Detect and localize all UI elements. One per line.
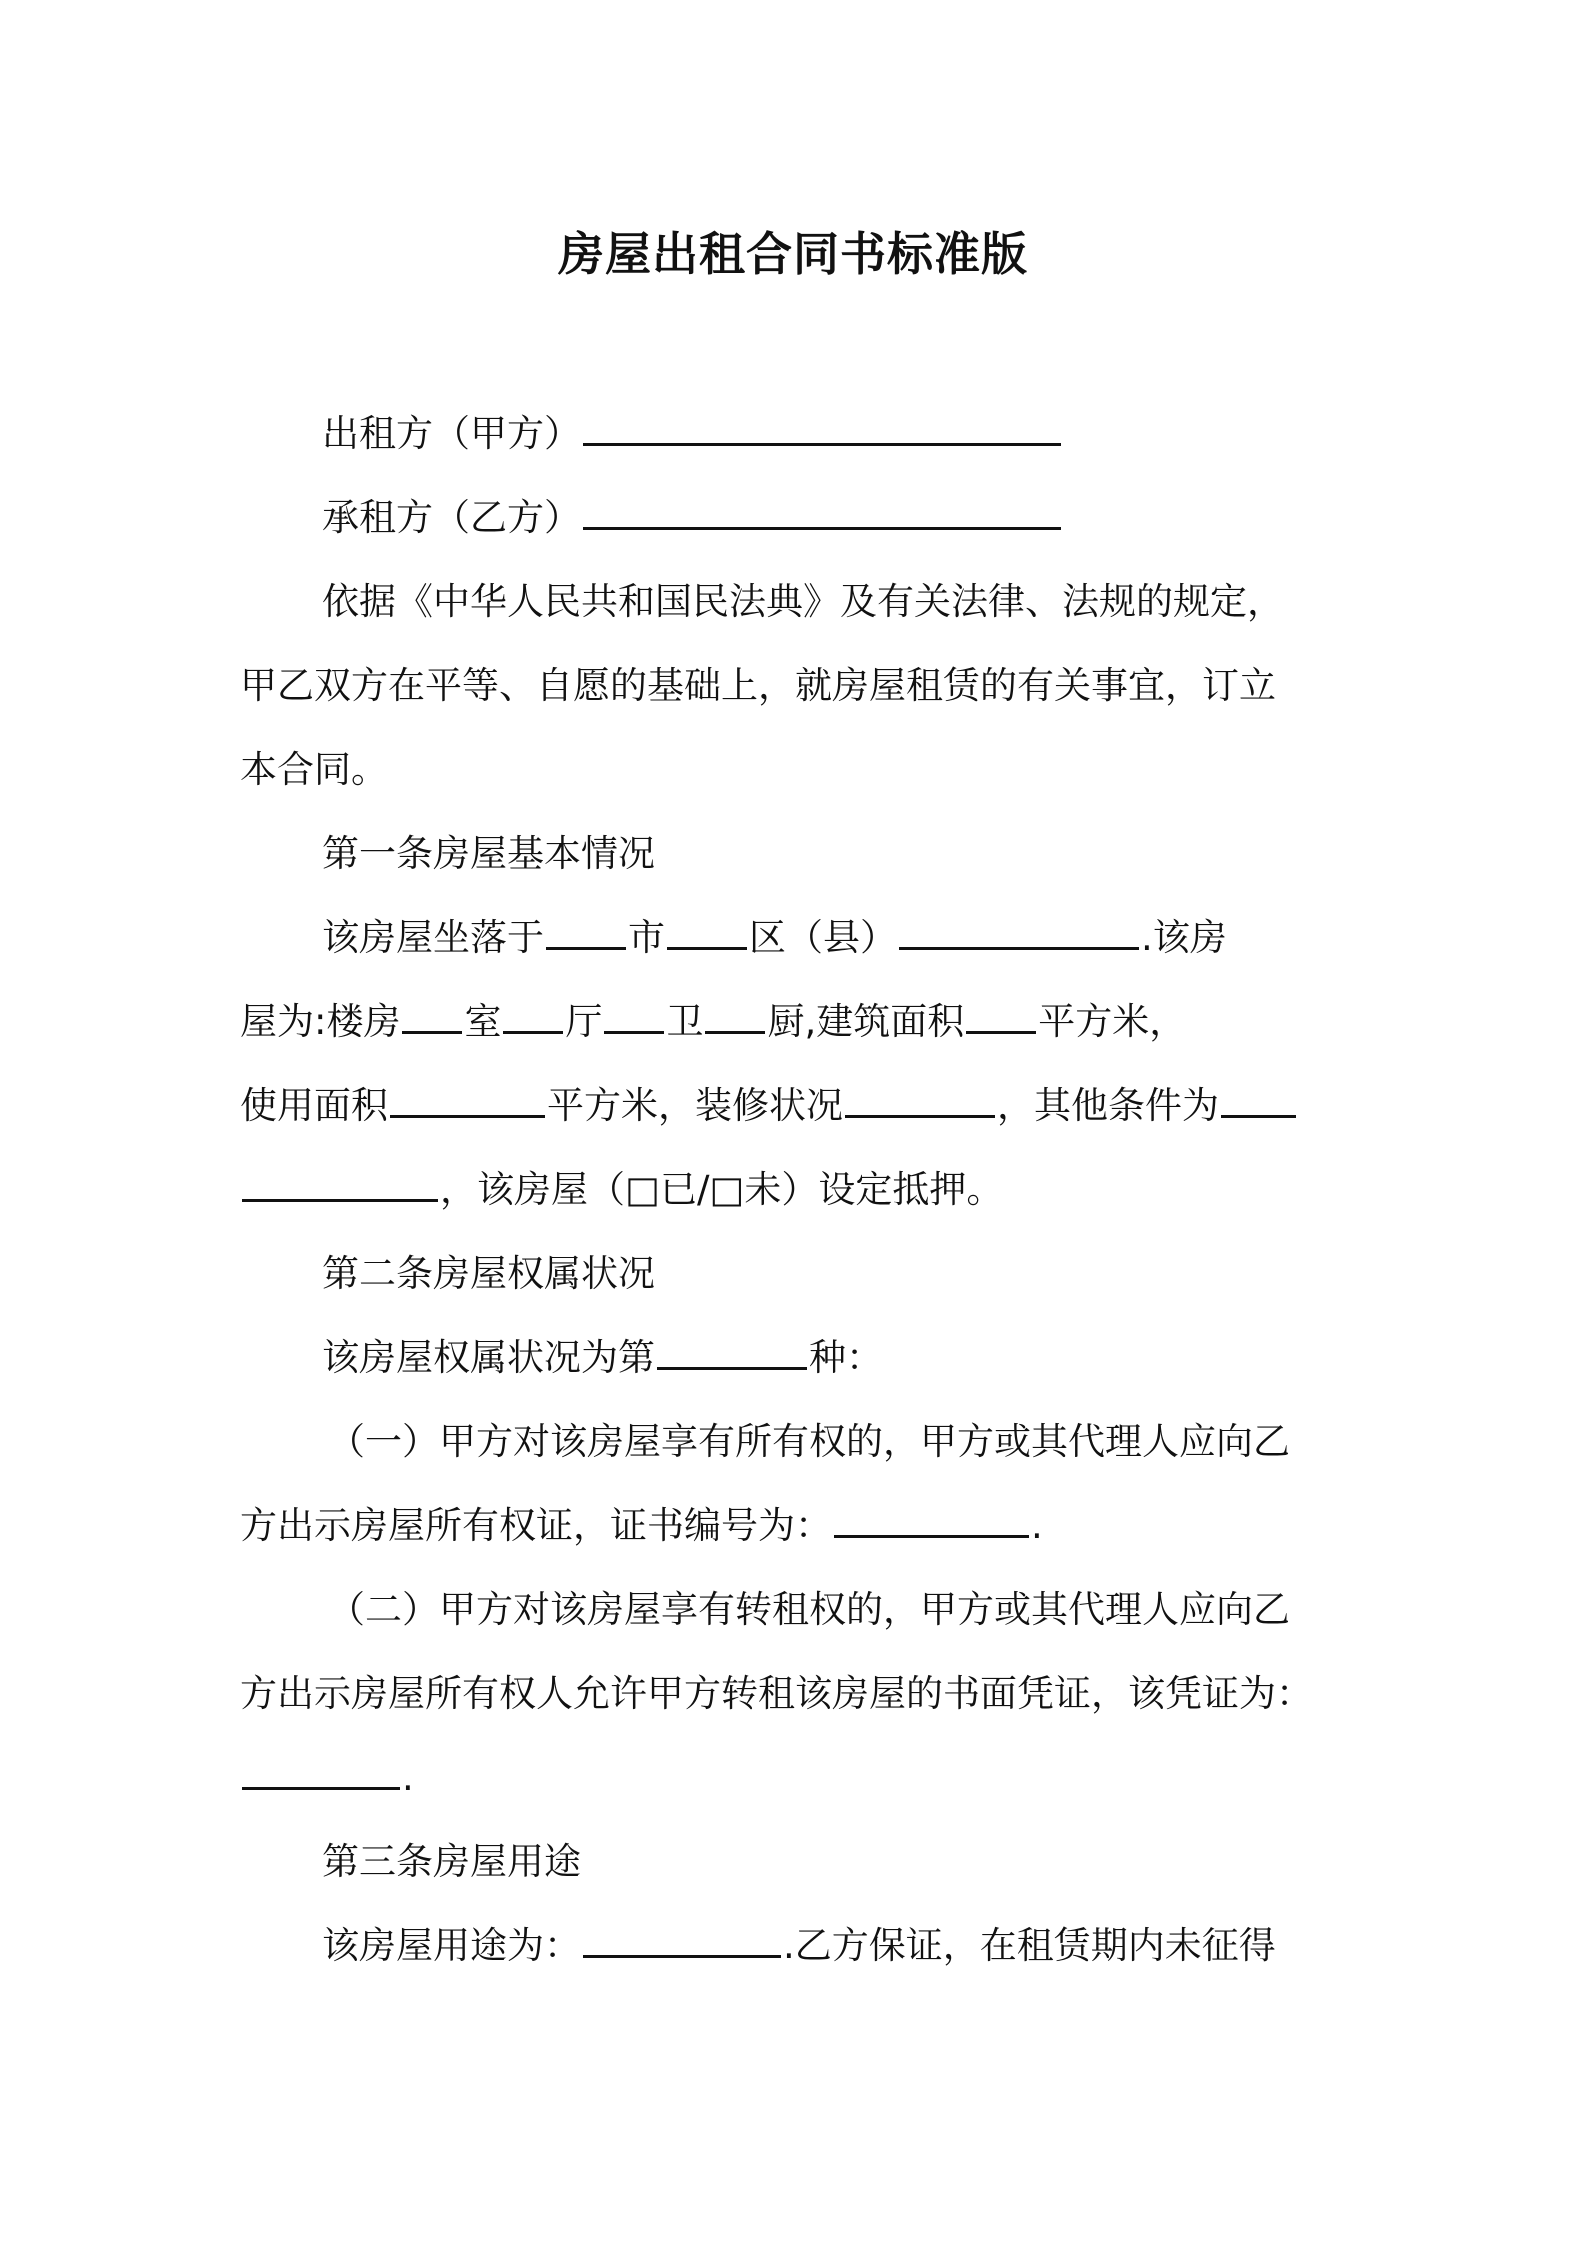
article1-text: 市 bbox=[628, 916, 665, 959]
article2-text: . bbox=[1031, 1504, 1043, 1547]
usage-blank[interactable] bbox=[583, 1925, 781, 1958]
article1-line-4 bbox=[240, 1166, 1360, 1214]
article1-text: 区（县） bbox=[749, 916, 897, 959]
article1-text: 厨,建筑面积 bbox=[767, 1000, 965, 1043]
article3-line-1 bbox=[322, 1922, 1362, 1970]
sublet-certificate-blank[interactable] bbox=[242, 1757, 400, 1790]
article1-heading: 第一条房屋基本情况 bbox=[322, 832, 655, 875]
other-conditions-blank-cont[interactable] bbox=[242, 1169, 438, 1202]
article2-option-1a: （一）甲方对该房屋享有所有权的，甲方或其代理人应向乙 bbox=[328, 1420, 1290, 1463]
intro-line-1: 依据《中华人民共和国民法典》及有关法律、法规的规定， bbox=[322, 580, 1284, 623]
article3-text: 该房屋用途为： bbox=[322, 1924, 581, 1967]
usable-area-blank[interactable] bbox=[390, 1085, 545, 1118]
address-blank[interactable] bbox=[899, 917, 1139, 950]
rooms-blank[interactable] bbox=[402, 1001, 462, 1034]
halls-blank[interactable] bbox=[503, 1001, 563, 1034]
article3-heading: 第三条房屋用途 bbox=[322, 1840, 581, 1883]
article2-option-1b bbox=[240, 1502, 1360, 1550]
city-blank[interactable] bbox=[546, 917, 626, 950]
party-a-line bbox=[322, 410, 1362, 458]
party-b-line bbox=[322, 494, 1362, 542]
district-blank[interactable] bbox=[667, 917, 747, 950]
article1-text: 屋为:楼房 bbox=[240, 1000, 401, 1043]
article2-heading: 第二条房屋权属状况 bbox=[322, 1252, 655, 1295]
party-a-label: 出租方（甲方） bbox=[322, 412, 581, 455]
article2-option-2b: 方出示房屋所有权人允许甲方转租该房屋的书面凭证，该凭证为： bbox=[240, 1672, 1313, 1715]
article1-text: 厅 bbox=[565, 1000, 603, 1043]
article2-option-2c bbox=[240, 1754, 1360, 1802]
article2-text: 方出示房屋所有权证，证书编号为： bbox=[240, 1504, 832, 1547]
article2-text: 种： bbox=[809, 1336, 883, 1379]
article1-text: 使用面积 bbox=[240, 1084, 388, 1127]
article1-text: 平方米， bbox=[1038, 1000, 1187, 1043]
article1-text: ，其他条件为 bbox=[997, 1084, 1219, 1127]
article1-line-1 bbox=[322, 914, 1362, 962]
building-area-blank[interactable] bbox=[966, 1001, 1036, 1034]
kitchens-blank[interactable] bbox=[705, 1001, 765, 1034]
article1-text: .该房 bbox=[1141, 916, 1227, 959]
article1-text: 卫 bbox=[666, 1000, 704, 1043]
article1-text: 平方米，装修状况 bbox=[547, 1084, 843, 1127]
party-b-blank[interactable] bbox=[583, 497, 1061, 530]
article2-text: . bbox=[402, 1756, 414, 1799]
ownership-type-blank[interactable] bbox=[657, 1337, 807, 1370]
article1-line-2 bbox=[240, 998, 1360, 1046]
baths-blank[interactable] bbox=[604, 1001, 664, 1034]
party-b-label: 承租方（乙方） bbox=[322, 496, 581, 539]
article2-line-1 bbox=[322, 1334, 1362, 1382]
party-a-blank[interactable] bbox=[583, 413, 1061, 446]
document-title: 房屋出租合同书标准版 bbox=[558, 227, 1028, 281]
intro-line-3: 本合同。 bbox=[240, 748, 388, 791]
article2-text: 该房屋权属状况为第 bbox=[322, 1336, 655, 1379]
article2-option-2a: （二）甲方对该房屋享有转租权的，甲方或其代理人应向乙 bbox=[328, 1588, 1290, 1631]
certificate-number-blank[interactable] bbox=[834, 1505, 1029, 1538]
article3-text: .乙方保证，在租赁期内未征得 bbox=[783, 1924, 1276, 1967]
article1-text: 该房屋坐落于 bbox=[322, 916, 544, 959]
article1-text: ，该房屋（□已/□未）设定抵押。 bbox=[440, 1168, 1004, 1211]
article1-text: 室 bbox=[464, 1000, 502, 1043]
intro-line-2: 甲乙双方在平等、自愿的基础上，就房屋租赁的有关事宜，订立 bbox=[240, 664, 1276, 707]
other-conditions-blank[interactable] bbox=[1221, 1085, 1296, 1118]
decoration-blank[interactable] bbox=[845, 1085, 995, 1118]
article1-line-3 bbox=[240, 1082, 1360, 1130]
